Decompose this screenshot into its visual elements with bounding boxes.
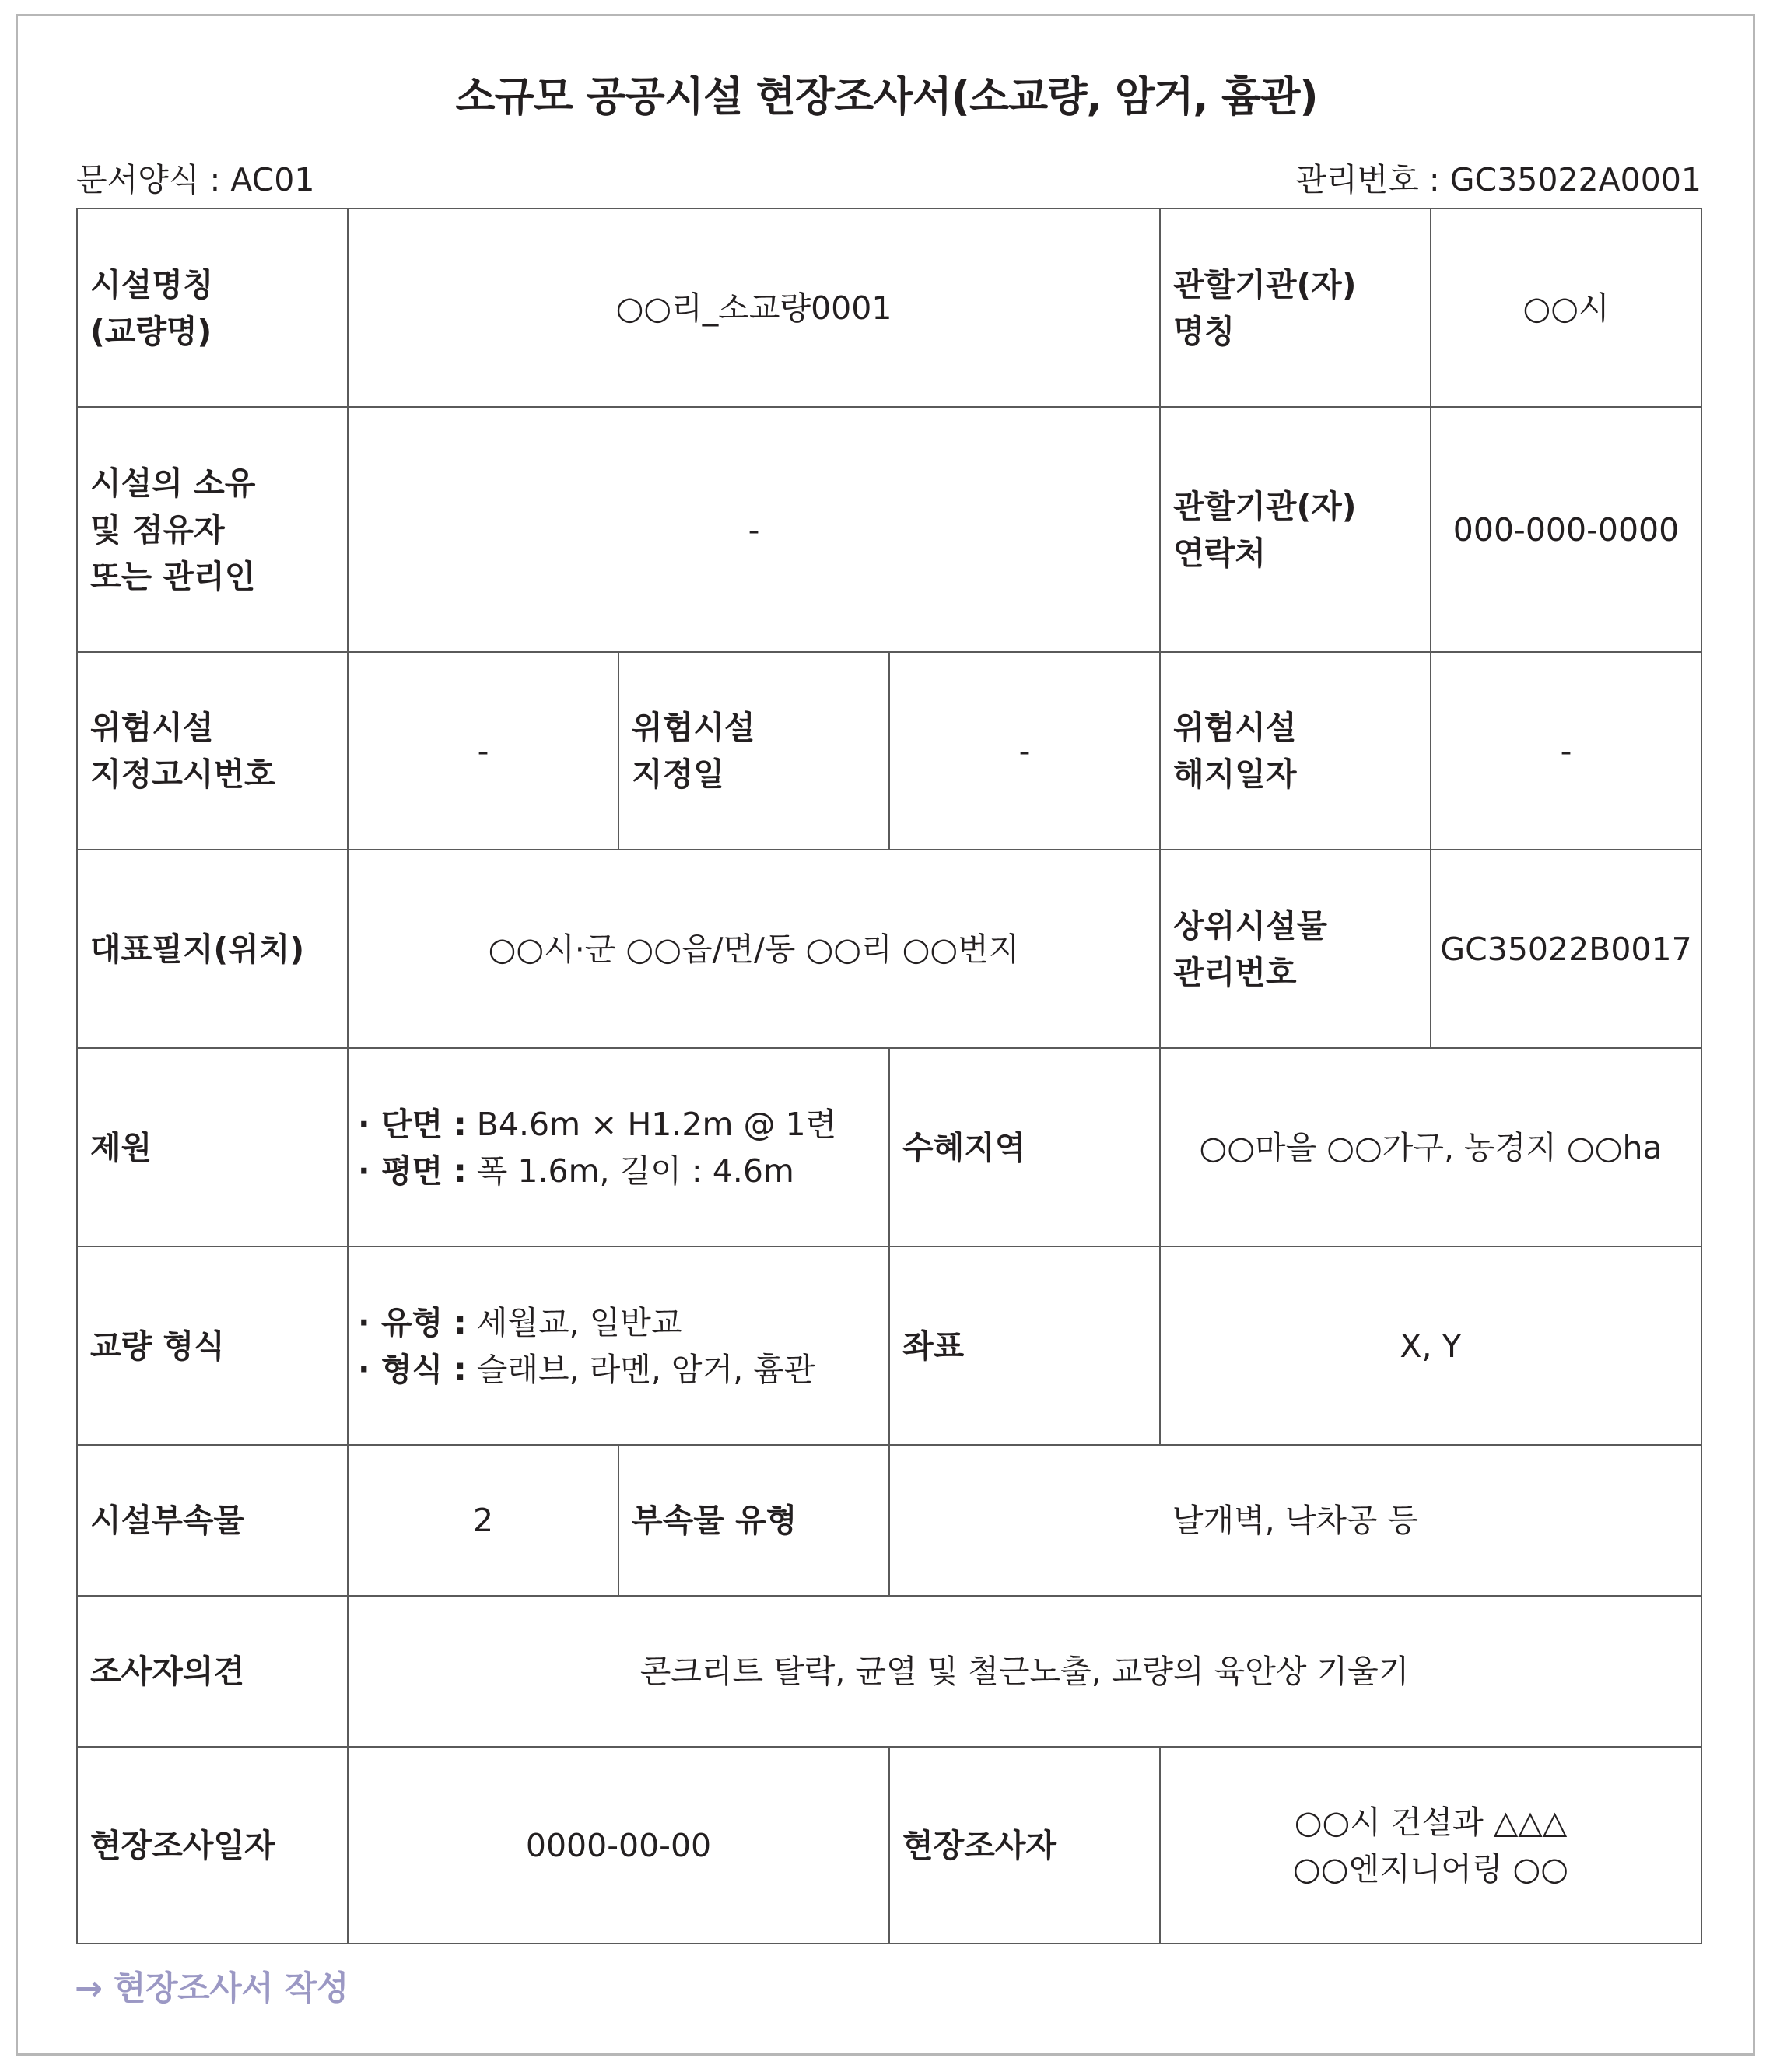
bridge-type-label: 교량 형식 xyxy=(77,1246,348,1445)
owner-value: - xyxy=(348,407,1160,652)
appurtenance-label: 시설부속물 xyxy=(77,1445,348,1596)
row-owner xyxy=(77,407,1701,652)
facility-name-label xyxy=(77,209,348,407)
notice-no-value: - xyxy=(348,652,618,850)
type-line-category xyxy=(358,1299,888,1346)
survey-form-table xyxy=(76,208,1702,1944)
coord-value: X, Y xyxy=(1160,1246,1701,1445)
owner-label xyxy=(77,407,348,652)
row-appurtenance xyxy=(77,1445,1701,1596)
authority-contact-label xyxy=(1160,407,1431,652)
row-facility-name xyxy=(77,209,1701,407)
bridge-type-value xyxy=(348,1246,889,1445)
benefit-value: ○○마을 ○○가구, 농경지 ○○ha xyxy=(1160,1048,1701,1246)
parent-no-label-text: 상위시설물 관리번호 xyxy=(1173,906,1328,991)
surveyor-label: 현장조사자 xyxy=(889,1747,1160,1944)
spec-line-plan xyxy=(358,1148,888,1194)
survey-date-value: 0000-00-00 xyxy=(348,1747,889,1944)
spec-value xyxy=(348,1048,889,1246)
parcel-value: ○○시·군 ○○읍/면/동 ○○리 ○○번지 xyxy=(348,850,1160,1048)
type-line2-key: · 형식 : xyxy=(358,1350,467,1388)
notice-no-label xyxy=(77,652,348,850)
type-line-form xyxy=(358,1346,888,1393)
parent-no-value: GC35022B0017 xyxy=(1431,850,1701,1048)
appurtenance-value: 2 xyxy=(348,1445,618,1596)
type-line1-key: · 유형 : xyxy=(358,1303,467,1341)
surveyor-value xyxy=(1160,1747,1701,1944)
notice-no-label-text: 위험시설 지정고시번호 xyxy=(90,709,275,793)
row-survey xyxy=(77,1747,1701,1944)
parcel-label: 대표필지(위치) xyxy=(77,850,348,1048)
row-opinion xyxy=(77,1596,1701,1747)
authority-name-value: ○○시 xyxy=(1431,209,1701,407)
management-number: 관리번호 : GC35022A0001 xyxy=(1295,161,1701,198)
spec-line2-key: · 평면 : xyxy=(358,1152,467,1190)
form-code: 문서양식 : AC01 xyxy=(76,161,315,198)
spec-line2-value: 폭 1.6m, 길이 : 4.6m xyxy=(466,1152,794,1190)
release-date-label-text: 위험시설 해지일자 xyxy=(1173,709,1297,793)
type-line1-value: 세월교, 일반교 xyxy=(466,1303,682,1341)
coord-label: 좌표 xyxy=(889,1246,1160,1445)
spec-line1-key: · 단면 : xyxy=(358,1105,467,1143)
release-date-value: - xyxy=(1431,652,1701,850)
release-date-label xyxy=(1160,652,1431,850)
authority-contact-label-text: 관할기관(자) 연락처 xyxy=(1173,487,1357,572)
spec-line-section xyxy=(358,1101,888,1148)
authority-name-label xyxy=(1160,209,1431,407)
facility-name-value: ○○리_소교량0001 xyxy=(348,209,1160,407)
designation-date-value: - xyxy=(889,652,1160,850)
row-bridge-type xyxy=(77,1246,1701,1445)
owner-label-text: 시설의 소유 및 점유자 또는 관리인 xyxy=(90,464,256,595)
spec-line1-value: B4.6m × H1.2m @ 1련 xyxy=(466,1105,837,1143)
designation-date-label xyxy=(618,652,889,850)
row-parcel xyxy=(77,850,1701,1048)
facility-name-label-text: 시설명칭 (교량명) xyxy=(90,265,214,350)
write-survey-link[interactable]: → 현장조사서 작성 xyxy=(75,1969,349,2008)
opinion-label: 조사자의견 xyxy=(77,1596,348,1747)
row-spec xyxy=(77,1048,1701,1246)
appurtenance-type-label: 부속물 유형 xyxy=(618,1445,889,1596)
benefit-label: 수혜지역 xyxy=(889,1048,1160,1246)
opinion-value: 콘크리트 탈락, 균열 및 철근노출, 교량의 육안상 기울기 xyxy=(348,1596,1701,1747)
survey-date-label: 현장조사일자 xyxy=(77,1747,348,1944)
parent-no-label xyxy=(1160,850,1431,1048)
type-line2-value: 슬래브, 라멘, 암거, 흄관 xyxy=(466,1350,815,1388)
designation-date-label-text: 위험시설 지정일 xyxy=(632,709,755,793)
authority-contact-value: 000-000-0000 xyxy=(1431,407,1701,652)
authority-name-label-text: 관할기관(자) 명칭 xyxy=(1173,265,1357,350)
document-title: 소규모 공공시설 현장조사서(소교량, 암거, 흄관) xyxy=(455,73,1318,121)
surveyor-value-text: ○○시 건설과 △△△ ○○엔지니어링 ○○ xyxy=(1292,1803,1569,1888)
appurtenance-type-value: 날개벽, 낙차공 등 xyxy=(889,1445,1701,1596)
row-hazard xyxy=(77,652,1701,850)
spec-label: 제원 xyxy=(77,1048,348,1246)
